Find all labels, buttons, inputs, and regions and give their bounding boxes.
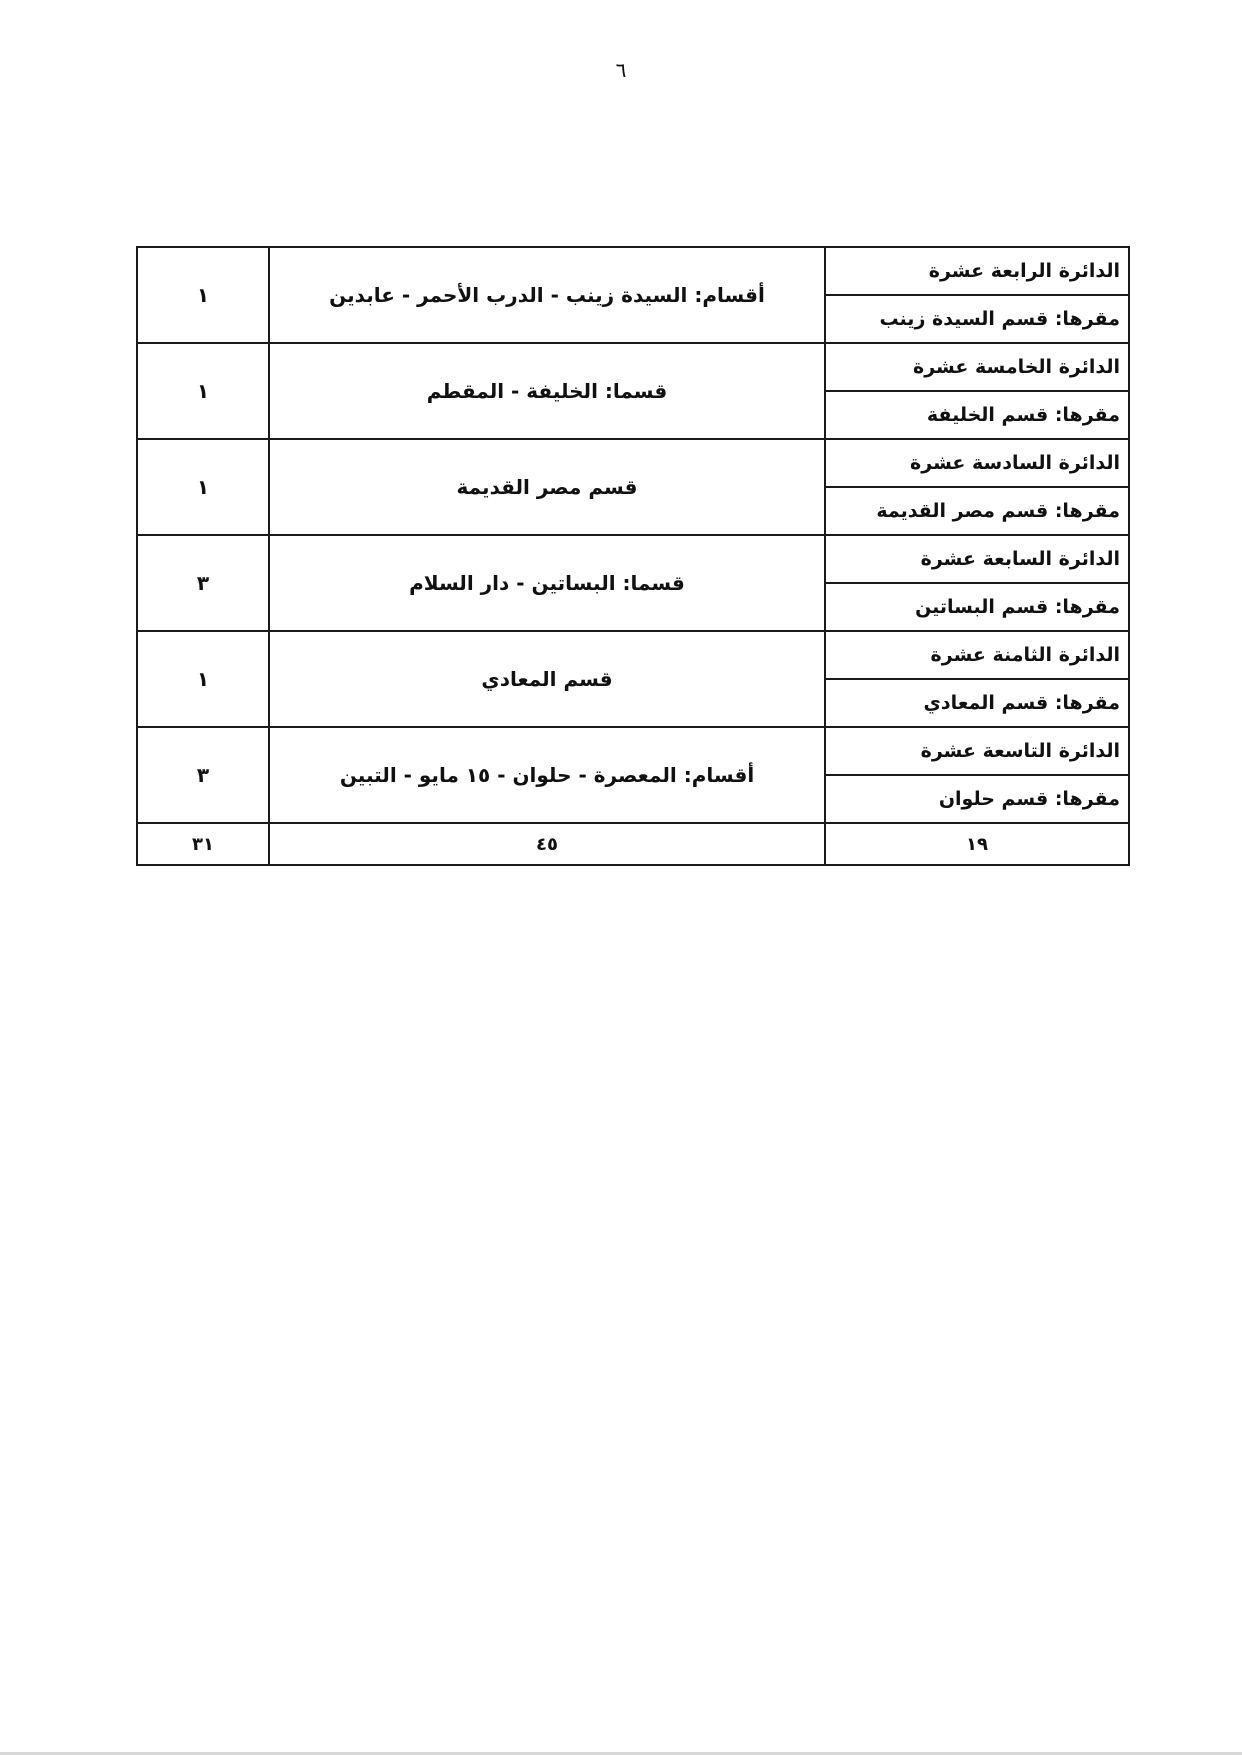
- table-row: [137, 439, 1129, 487]
- district-seat: مقرها: قسم المعادي: [825, 679, 1129, 727]
- district-areas: قسم مصر القديمة: [269, 439, 825, 535]
- total-districts: ١٩: [825, 823, 1129, 865]
- table-row: [137, 535, 1129, 583]
- district-seat: مقرها: قسم الخليفة: [825, 391, 1129, 439]
- district-name: الدائرة الثامنة عشرة: [825, 631, 1129, 679]
- district-count: ١: [137, 631, 269, 727]
- table-row: [137, 631, 1129, 679]
- district-areas: قسما: الخليفة - المقطم: [269, 343, 825, 439]
- total-areas: ٤٥: [269, 823, 825, 865]
- total-count: ٣١: [137, 823, 269, 865]
- district-areas: أقسام: المعصرة - حلوان - ١٥ مايو - التبين: [269, 727, 825, 823]
- district-count: ١: [137, 343, 269, 439]
- district-name: الدائرة الخامسة عشرة: [825, 343, 1129, 391]
- district-seat: مقرها: قسم البساتين: [825, 583, 1129, 631]
- district-name: الدائرة السادسة عشرة: [825, 439, 1129, 487]
- district-seat: مقرها: قسم مصر القديمة: [825, 487, 1129, 535]
- district-count: ١: [137, 439, 269, 535]
- district-count: ٣: [137, 535, 269, 631]
- district-name: الدائرة الرابعة عشرة: [825, 247, 1129, 295]
- district-areas: قسم المعادي: [269, 631, 825, 727]
- table-row: [137, 247, 1129, 295]
- district-count: ٣: [137, 727, 269, 823]
- district-seat: مقرها: قسم حلوان: [825, 775, 1129, 823]
- table-row: [137, 343, 1129, 391]
- district-areas: أقسام: السيدة زينب - الدرب الأحمر - عابدين: [269, 247, 825, 343]
- district-count: ١: [137, 247, 269, 343]
- totals-row: [137, 823, 1129, 865]
- district-seat: مقرها: قسم السيدة زينب: [825, 295, 1129, 343]
- district-name: الدائرة التاسعة عشرة: [825, 727, 1129, 775]
- page-number: ٦: [615, 58, 627, 82]
- district-areas: قسما: البساتين - دار السلام: [269, 535, 825, 631]
- table-row: [137, 727, 1129, 775]
- districts-table: [136, 246, 1130, 866]
- district-name: الدائرة السابعة عشرة: [825, 535, 1129, 583]
